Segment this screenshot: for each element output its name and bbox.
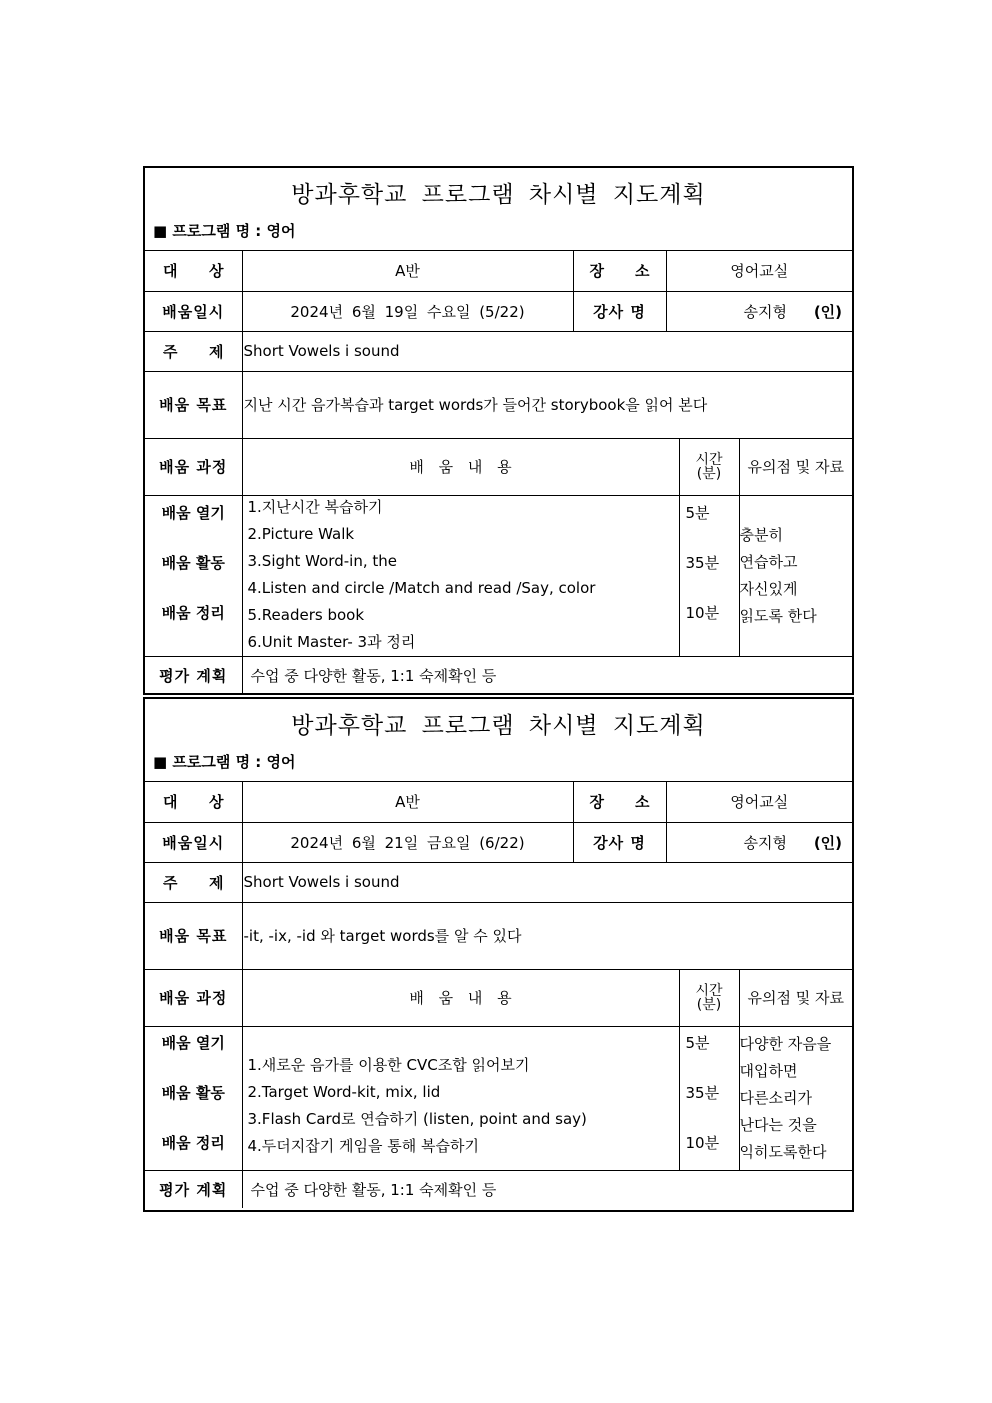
plan-title: 방과후학교 프로그램 차시별 지도계획	[291, 713, 706, 739]
target-label: 대 상	[145, 782, 242, 822]
goal-value: 지난 시간 음가복습과 target words가 들어간 storybook을 읽어 본다	[242, 371, 852, 438]
teacher-label: 강사 명	[573, 291, 666, 331]
time-closing: 10분	[685, 1133, 720, 1152]
time-activity: 35분	[685, 553, 720, 572]
content-line: 6.Unit Master- 3과 정리	[247, 632, 416, 651]
content-line: 3.Flash Card로 연습하기 (listen, point and say)	[247, 1109, 587, 1128]
time-header-line2: (분)	[696, 996, 722, 1013]
step-closing: 배움 정리	[161, 603, 225, 622]
step-closing: 배움 정리	[161, 1133, 225, 1152]
steps-cell	[145, 495, 242, 656]
topic-value: Short Vowels i sound	[242, 862, 852, 902]
content-line: 1.지난시간 복습하기	[247, 497, 383, 516]
date-label: 배움일시	[145, 822, 242, 862]
steps-cell	[145, 1026, 242, 1170]
time-header	[679, 438, 739, 495]
place-label: 장 소	[573, 782, 666, 822]
eval-value: 수업 중 다양한 활동, 1:1 숙제확인 등	[242, 1170, 852, 1208]
note-line: 연습하고	[739, 552, 798, 571]
content-line: 3.Sight Word-in, the	[247, 551, 397, 570]
target-label: 대 상	[145, 251, 242, 291]
place-value: 영어교실	[666, 782, 852, 822]
teacher-label: 강사 명	[573, 822, 666, 862]
plan-table	[145, 782, 852, 1208]
content-line: 2.Target Word-kit, mix, lid	[247, 1082, 441, 1101]
time-header-line2: (분)	[696, 465, 722, 482]
note-line: 자신있게	[739, 579, 798, 598]
time-closing: 10분	[685, 603, 720, 622]
step-opening: 배움 열기	[161, 1033, 225, 1052]
process-label: 배움 과정	[145, 438, 242, 495]
date-label: 배움일시	[145, 291, 242, 331]
note-line: 대입하면	[739, 1061, 798, 1080]
teacher-name: 송지형	[743, 302, 788, 321]
time-opening: 5분	[685, 503, 710, 522]
place-value: 영어교실	[666, 251, 852, 291]
content-cell	[242, 1026, 679, 1170]
note-line: 난다는 것을	[739, 1115, 817, 1134]
content-line: 2.Picture Walk	[247, 524, 355, 543]
plan-table	[145, 251, 852, 694]
content-header: 배 움 내 용	[242, 438, 679, 495]
note-line: 다른소리가	[739, 1088, 812, 1107]
date-value: 2024년 6월 21일 금요일 (6/22)	[242, 822, 573, 862]
place-label: 장 소	[573, 251, 666, 291]
goal-label: 배움 목표	[145, 371, 242, 438]
lesson-plan-2	[143, 697, 854, 1212]
plan-title: 방과후학교 프로그램 차시별 지도계획	[291, 182, 706, 208]
content-line: 5.Readers book	[247, 605, 365, 624]
goal-value: -it, -ix, -id 와 target words를 알 수 있다	[242, 902, 852, 969]
time-header-line1: 시간	[695, 982, 723, 999]
eval-value: 수업 중 다양한 활동, 1:1 숙제확인 등	[242, 656, 852, 694]
eval-label: 평가 계획	[145, 1170, 242, 1208]
lesson-plan-1	[143, 166, 854, 695]
teacher-seal: (인)	[813, 833, 843, 852]
topic-label: 주 제	[145, 331, 242, 371]
date-value: 2024년 6월 19일 수요일 (5/22)	[242, 291, 573, 331]
plan-header	[145, 699, 852, 782]
content-line: 4.Listen and circle /Match and read /Say, color	[247, 578, 596, 597]
process-label: 배움 과정	[145, 969, 242, 1026]
teacher-cell	[666, 822, 852, 862]
program-name: ■ 프로그램 명 : 영어	[153, 753, 296, 771]
teacher-seal: (인)	[813, 302, 843, 321]
step-activity: 배움 활동	[161, 553, 225, 572]
content-line: 1.새로운 음가를 이용한 CVC조합 읽어보기	[247, 1055, 530, 1074]
time-header-line1: 시간	[695, 451, 723, 468]
note-line: 익히도록한다	[739, 1142, 827, 1161]
notes-header: 유의점 및 자료	[739, 969, 852, 1026]
target-value: A반	[242, 251, 573, 291]
program-name: ■ 프로그램 명 : 영어	[153, 222, 296, 240]
teacher-cell	[666, 291, 852, 331]
eval-label: 평가 계획	[145, 656, 242, 694]
times-cell	[679, 1026, 739, 1170]
content-cell	[242, 495, 679, 656]
times-cell	[679, 495, 739, 656]
note-line: 다양한 자음을	[739, 1034, 832, 1053]
notes-header: 유의점 및 자료	[739, 438, 852, 495]
step-activity: 배움 활동	[161, 1083, 225, 1102]
content-header: 배 움 내 용	[242, 969, 679, 1026]
content-line: 4.두더지잡기 게임을 통해 복습하기	[247, 1136, 479, 1155]
notes-cell	[739, 495, 852, 656]
time-opening: 5분	[685, 1033, 710, 1052]
teacher-name: 송지형	[743, 833, 788, 852]
time-activity: 35분	[685, 1083, 720, 1102]
step-opening: 배움 열기	[161, 503, 225, 522]
goal-label: 배움 목표	[145, 902, 242, 969]
notes-cell	[739, 1026, 852, 1170]
plan-header	[145, 168, 852, 251]
time-header	[679, 969, 739, 1026]
note-line: 충분히	[739, 525, 783, 544]
topic-label: 주 제	[145, 862, 242, 902]
target-value: A반	[242, 782, 573, 822]
note-line: 읽도록 한다	[739, 606, 817, 625]
topic-value: Short Vowels i sound	[242, 331, 852, 371]
